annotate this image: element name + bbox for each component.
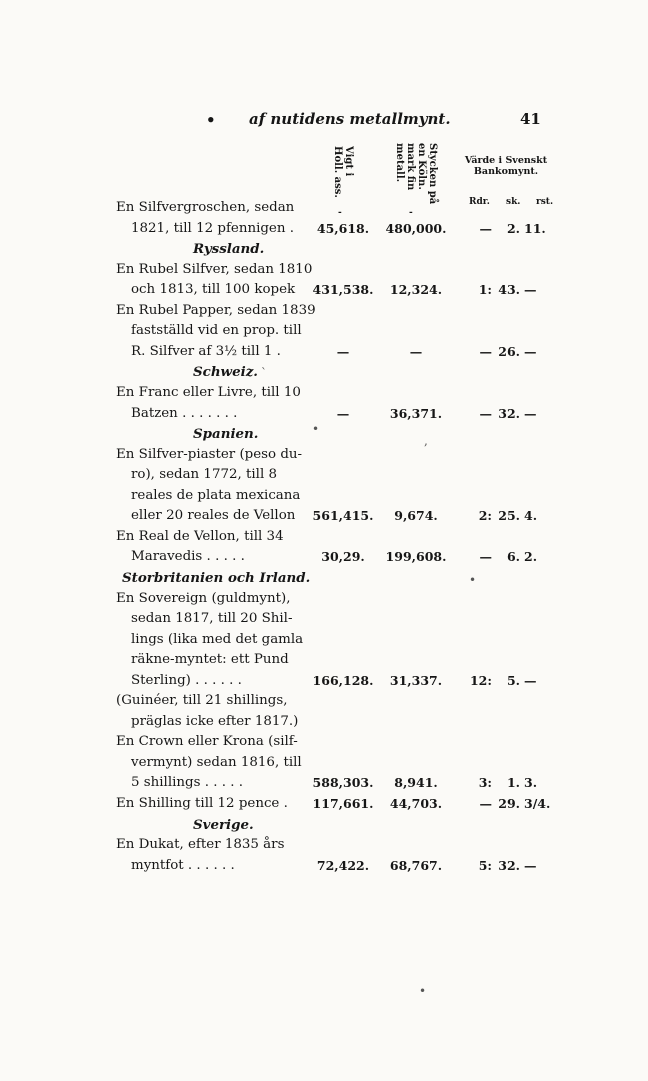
pieces-value: 12,324. — [389, 282, 443, 298]
sk-value: 6. — [506, 549, 520, 565]
coin-description: Maravedis . . . . . — [131, 549, 245, 565]
coin-description: 5 shillings . . . . . — [131, 775, 244, 791]
table-row — [0, 527, 648, 547]
country-heading-row — [0, 815, 648, 835]
table-row — [0, 773, 648, 793]
column-header-rst: rst. — [536, 197, 554, 207]
coin-description: En Crown eller Krona (silf- — [116, 734, 298, 750]
column-header-rdr: Rdr. — [469, 197, 490, 207]
country-heading-row — [0, 239, 648, 259]
sk-value: 1. — [506, 775, 520, 791]
sk-value: 32. — [498, 857, 520, 873]
table-row — [0, 301, 648, 321]
coin-description: Batzen . . . . . . . — [131, 405, 238, 421]
rst-value: 11. — [524, 220, 546, 236]
table-row — [0, 650, 648, 670]
header-bullet: • — [206, 111, 216, 129]
table-row — [0, 198, 648, 218]
pieces-value: 199,608. — [385, 549, 447, 565]
coin-description: Sterling) . . . . . . — [131, 672, 242, 688]
table-row — [0, 465, 648, 485]
pieces-value: 480,000. — [385, 220, 447, 236]
country-heading: Spanien. — [193, 426, 259, 443]
sk-value: 2. — [506, 220, 520, 236]
table-row — [0, 486, 648, 506]
rdr-value: 5: — [478, 857, 492, 873]
rdr-value: — — [479, 405, 492, 421]
sk-value: 26. — [498, 343, 520, 359]
coin-description: präglas icke efter 1817.) — [131, 713, 299, 729]
coin-description: sedan 1817, till 20 Shil- — [131, 611, 293, 626]
weight-value: 166,128. — [312, 672, 374, 688]
table-row — [0, 753, 648, 773]
coin-description: En Silfvergroschen, sedan — [116, 200, 295, 215]
coin-description: fastställd vid en prop. till — [131, 323, 302, 339]
rst-value: 3/4. — [524, 796, 551, 811]
coin-description: En Rubel Silfver, sedan 1810 — [116, 261, 313, 277]
rst-value: 4. — [524, 508, 538, 524]
coin-description: En Shilling till 12 pence . — [116, 796, 288, 811]
table-row — [0, 589, 648, 609]
rst-value: — — [524, 857, 537, 873]
coin-description: räkne-myntet: ett Pund — [131, 652, 289, 668]
pieces-value: 31,337. — [389, 672, 443, 688]
rst-value: 3. — [524, 775, 538, 791]
sk-value: 32. — [498, 405, 520, 421]
print-speck: • — [419, 984, 427, 998]
print-speck: • — [469, 573, 477, 587]
country-heading-row — [0, 362, 648, 382]
pieces-value: 9,674. — [394, 508, 438, 524]
weight-value: 30,29. — [321, 549, 365, 565]
coin-description: myntfot . . . . . . — [131, 857, 235, 873]
country-heading: Schweiz. — [193, 364, 258, 381]
table-row — [0, 321, 648, 341]
table-row — [0, 856, 648, 876]
table-row — [0, 506, 648, 526]
table-row — [0, 547, 648, 567]
weight-column-mark: - — [338, 208, 342, 218]
column-header-value: Värde i Svenskt Bankomynt. — [464, 155, 548, 177]
table-row — [0, 732, 648, 752]
weight-value: — — [336, 405, 350, 421]
coin-description: R. Silfver af 3½ till 1 . — [131, 343, 281, 359]
table-row — [0, 794, 648, 814]
coin-description: En Rubel Papper, sedan 1839 — [116, 302, 316, 318]
table-row — [0, 280, 648, 300]
table-row — [0, 671, 648, 691]
sk-value: 43. — [498, 282, 520, 298]
rst-value: — — [524, 672, 537, 688]
table-row — [0, 219, 648, 239]
rdr-value: — — [479, 796, 492, 811]
sk-value: 29. — [498, 796, 520, 811]
print-speck: , — [424, 434, 428, 448]
rdr-value: — — [479, 343, 492, 359]
country-heading: Sverige. — [193, 816, 254, 833]
pieces-value: 8,941. — [394, 775, 438, 791]
pieces-column-mark: - — [409, 208, 413, 218]
rdr-value: 3: — [478, 775, 492, 791]
weight-value: 431,538. — [312, 282, 374, 298]
coin-description: och 1813, till 100 kopek — [131, 282, 296, 298]
coin-description: reales de plata mexicana — [131, 487, 301, 503]
coin-description: En Franc eller Livre, till 10 — [116, 385, 301, 400]
country-heading: Storbritanien och Irland. — [122, 569, 311, 586]
table-row — [0, 445, 648, 465]
rdr-value: 12: — [469, 672, 492, 688]
table-row — [0, 630, 648, 650]
rdr-value: — — [479, 220, 492, 236]
table-row — [0, 712, 648, 732]
column-header-weight: Vigt i Holl. ass. — [332, 146, 354, 198]
rst-value: — — [524, 405, 537, 421]
pieces-value: 36,371. — [389, 405, 443, 421]
pieces-value: — — [409, 343, 423, 359]
country-heading: Ryssland. — [193, 241, 265, 258]
table-row — [0, 609, 648, 629]
weight-value: 588,303. — [312, 775, 374, 791]
coin-description: 1821, till 12 pfennigen . — [131, 220, 294, 236]
pieces-value: 44,703. — [389, 796, 443, 811]
country-heading-row — [0, 568, 648, 588]
table-row — [0, 835, 648, 855]
weight-value: 72,422. — [316, 857, 370, 873]
country-heading-row — [0, 424, 648, 444]
sk-value: 5. — [506, 672, 520, 688]
sk-value: 25. — [498, 508, 520, 524]
rdr-value: — — [479, 549, 492, 565]
table-row — [0, 383, 648, 403]
table-row — [0, 260, 648, 280]
weight-value: 561,415. — [312, 508, 374, 524]
coin-description: En Real de Vellon, till 34 — [116, 528, 284, 544]
coin-description: lings (lika med det gamla — [131, 631, 304, 647]
weight-value: 45,618. — [316, 220, 370, 236]
table-row — [0, 342, 648, 362]
coin-description: (Guinéer, till 21 shillings, — [116, 693, 288, 709]
column-header-pieces: Stycken på en Köln. mark fin metall. — [394, 143, 438, 205]
rdr-value: 1: — [478, 282, 492, 298]
rst-value: — — [524, 343, 537, 359]
coin-description: En Sovereign (guldmynt), — [116, 590, 291, 606]
coin-description: En Dukat, efter 1835 års — [116, 837, 285, 853]
column-header-sk: sk. — [506, 197, 521, 207]
coin-description: ro), sedan 1772, till 8 — [131, 467, 278, 483]
rst-value: — — [524, 282, 537, 298]
pieces-value: 68,767. — [389, 857, 443, 873]
weight-value: — — [336, 343, 350, 359]
table-row — [0, 691, 648, 711]
weight-value: 117,661. — [312, 796, 374, 811]
print-speck: • — [312, 422, 320, 436]
table-row — [0, 404, 648, 424]
running-header-title: af nutidens metallmynt. — [249, 110, 451, 128]
print-speck: ˋ — [261, 366, 267, 380]
rst-value: 2. — [524, 549, 538, 565]
coin-description: eller 20 reales de Vellon — [131, 508, 296, 524]
page-number: 41 — [520, 110, 541, 128]
rdr-value: 2: — [478, 508, 492, 524]
coin-description: En Silfver-piaster (peso du- — [116, 446, 303, 462]
coin-description: vermynt) sedan 1816, till — [131, 754, 302, 770]
